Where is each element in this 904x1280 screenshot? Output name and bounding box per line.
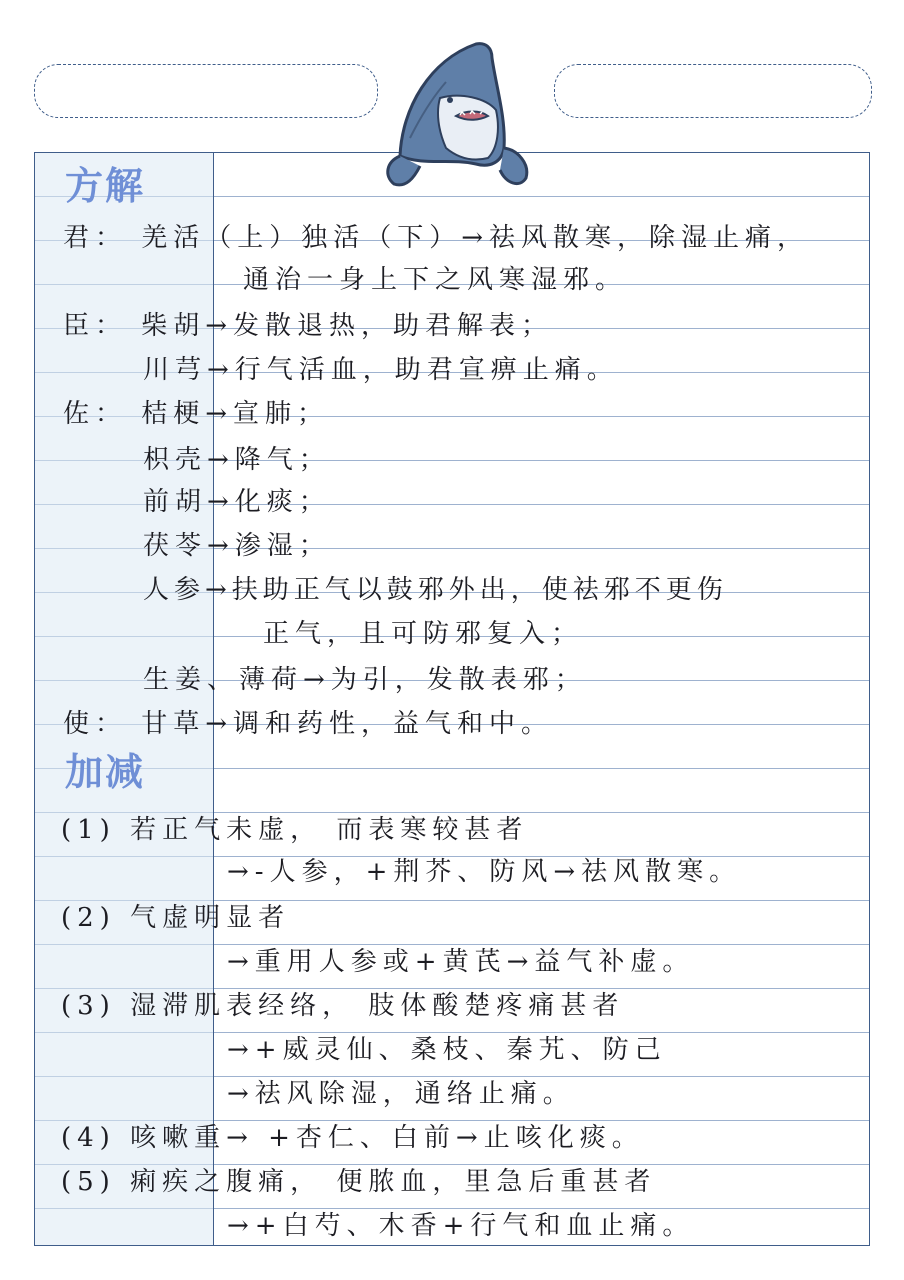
jiajian-line-3-cont-1: →+威灵仙、桑枝、秦艽、防己 <box>227 1035 667 1065</box>
fangjie-line-zuo-2: 枳壳→降气； <box>143 445 331 475</box>
fangjie-line-zuo-1: 佐： 桔梗→宣肺； <box>63 399 330 429</box>
fangjie-line-jun: 君： 羌活（上）独活（下）→祛风散寒，除湿止痛， <box>63 223 810 253</box>
jiajian-line-3-cont-2: →祛风除湿，通络止痛。 <box>227 1079 575 1109</box>
fangjie-line-jun-cont: 通治一身上下之风寒湿邪。 <box>243 265 628 295</box>
jiajian-line-3: (3) 湿滞肌表经络， 肢体酸楚疼痛甚者 <box>61 991 625 1021</box>
jiajian-line-5: (5) 痢疾之腹痛， 便脓血，里急后重甚者 <box>61 1167 657 1197</box>
label-box-right <box>554 64 872 118</box>
fangjie-line-chen-2: 川芎→行气活血，助君宣痹止痛。 <box>143 355 619 385</box>
fangjie-line-zuo-6: 生姜、薄荷→为引，发散表邪； <box>143 665 587 695</box>
label-box-left <box>34 64 378 118</box>
jiajian-line-2-cont: →重用人参或+黄芪→益气补虚。 <box>227 947 695 977</box>
section-title-fangjie: 方解 <box>65 163 146 208</box>
jiajian-line-5-cont: →+白芍、木香+行气和血止痛。 <box>227 1211 695 1241</box>
fangjie-line-zuo-5: 人参→扶助正气以鼓邪外出，使祛邪不更伤 <box>143 575 728 605</box>
jiajian-line-2: (2) 气虚明显者 <box>61 903 291 933</box>
fangjie-line-shi: 使： 甘草→调和药性，益气和中。 <box>63 709 554 739</box>
fangjie-line-zuo-5-cont: 正气，且可防邪复入； <box>263 619 584 649</box>
fangjie-line-zuo-4: 茯苓→渗湿； <box>143 531 331 561</box>
fangjie-line-zuo-3: 前胡→化痰； <box>143 487 331 517</box>
jiajian-line-1: (1) 若正气未虚， 而表寒较甚者 <box>61 815 529 845</box>
section-title-jiajian: 加减 <box>65 749 146 794</box>
note-page <box>34 152 870 1246</box>
shark-icon <box>380 38 540 190</box>
jiajian-line-1-cont: →-人参，+荆芥、防风→祛风散寒。 <box>227 857 742 887</box>
jiajian-line-4: (4) 咳嗽重→ +杏仁、白前→止咳化痰。 <box>61 1123 644 1153</box>
fangjie-line-chen-1: 臣： 柴胡→发散退热，助君解表； <box>63 311 554 341</box>
